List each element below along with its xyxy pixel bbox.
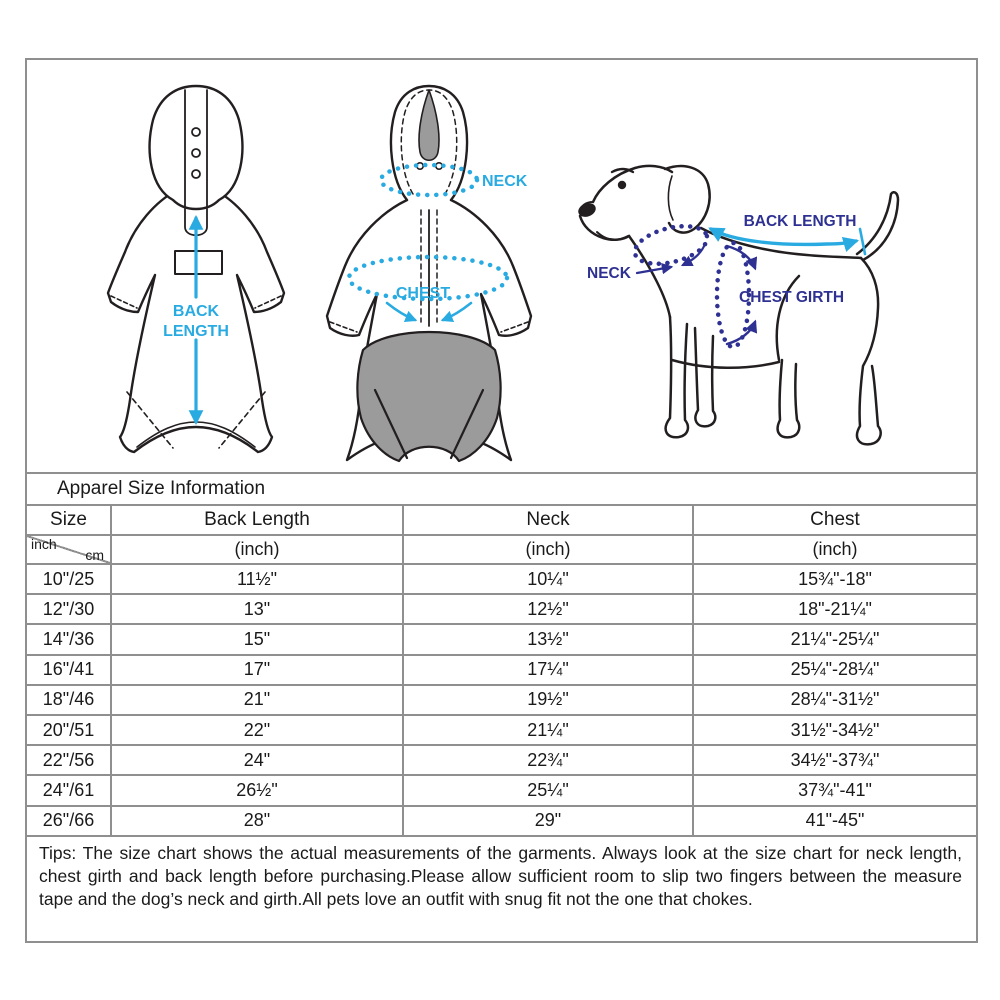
size-chart-frame (25, 58, 978, 943)
table-header-row (27, 504, 976, 534)
cell-size: 22"/56 (42, 749, 95, 770)
dog-figure (576, 166, 898, 444)
table-title-row (27, 474, 976, 504)
cell-back-length: 28" (110, 807, 402, 835)
cell-chest: 37¾"-41" (692, 776, 976, 804)
cell-back-length: 26½" (110, 776, 402, 804)
cell-chest: 15¾"-18" (692, 565, 976, 593)
col-header-size: Size (50, 509, 87, 530)
table-row (27, 805, 976, 835)
cell-size: 24"/61 (42, 779, 95, 800)
cell-size: 16"/41 (42, 659, 95, 680)
chest-arrow-right (443, 303, 471, 320)
cell-chest: 28¼"-31½" (692, 686, 976, 714)
col-header-back-length: Back Length (110, 506, 402, 534)
size-unit-cell (27, 536, 110, 563)
coat-back-hem-inner-line (137, 422, 255, 447)
cell-neck: 29" (402, 807, 692, 835)
unit-neck: (inch) (402, 536, 692, 563)
cell-neck: 19½" (402, 686, 692, 714)
cell-back-length: 22" (110, 716, 402, 744)
cell-size: 18"/46 (42, 689, 95, 710)
cell-back-length: 11½" (110, 565, 402, 593)
table-row (27, 684, 976, 714)
cell-size: 26"/66 (42, 810, 95, 831)
table-row (27, 744, 976, 774)
dog-neck-label: NECK (587, 265, 631, 282)
table-row (27, 714, 976, 744)
cell-neck: 10¼" (402, 565, 692, 593)
dog-chest-hook-bottom (727, 322, 755, 344)
cell-neck: 22¾" (402, 746, 692, 774)
dog-hind-leg-far (778, 360, 800, 437)
table-row (27, 563, 976, 593)
front-view-neck-label: NECK (482, 173, 528, 190)
cell-chest: 31½"-34½" (692, 716, 976, 744)
cell-chest: 34½"-37¾" (692, 746, 976, 774)
dog-ear-inner (668, 176, 673, 220)
cell-size: 14"/36 (42, 628, 95, 649)
cell-back-length: 21" (110, 686, 402, 714)
dog-belly (672, 360, 779, 368)
dog-neck-measure-ring (631, 220, 711, 271)
cell-neck: 17¼" (402, 656, 692, 684)
table-row (27, 654, 976, 684)
dog-front-leg-near (666, 317, 688, 437)
unit-back-length: (inch) (110, 536, 402, 563)
dog-eye (618, 181, 626, 189)
cell-back-length: 15" (110, 625, 402, 653)
cell-size: 10"/25 (42, 568, 95, 589)
cell-back-length: 17" (110, 656, 402, 684)
cell-size: 12"/30 (42, 598, 95, 619)
back-view-label-line1: BACK (172, 303, 220, 320)
front-view-chest-label: CHEST (395, 285, 451, 302)
cell-neck: 13½" (402, 625, 692, 653)
cell-neck: 21¼" (402, 716, 692, 744)
coat-front-view-figure (327, 86, 531, 461)
col-header-chest: Chest (692, 506, 976, 534)
unit-chest: (inch) (692, 536, 976, 563)
illustration-panel (27, 60, 976, 474)
cell-size: 20"/51 (42, 719, 95, 740)
measurement-illustrations (27, 60, 976, 472)
tips-text: Tips: The size chart shows the actual measurements of the garments. Always look at the size chart for neck length, chest girth and back length before purchasing.Please allow sufficient room to slip two fingers between the measure tape and the dog’s neck and girth.All pets love an outfit with snug fit not the one that chokes. (27, 835, 976, 947)
dog-neck-arrow (637, 267, 671, 273)
table-row (27, 774, 976, 804)
table-unit-row (27, 534, 976, 563)
size-unit-inch: inch (31, 536, 57, 552)
dog-hind-leg-near (857, 258, 881, 444)
dog-eyebrow (612, 169, 633, 172)
cell-back-length: 13" (110, 595, 402, 623)
cell-chest: 25¼"-28¼" (692, 656, 976, 684)
coat-back-hood (150, 86, 243, 209)
cell-back-length: 24" (110, 746, 402, 774)
cell-neck: 12½" (402, 595, 692, 623)
back-view-label-line2: LENGTH (163, 323, 229, 340)
chest-arrow-left (387, 303, 415, 320)
dog-front-leg-far (695, 328, 715, 426)
col-header-neck: Neck (402, 506, 692, 534)
table-row (27, 623, 976, 653)
dog-back-length-label: BACK LENGTH (743, 213, 857, 230)
cell-neck: 25¼" (402, 776, 692, 804)
table-row (27, 593, 976, 623)
cell-chest: 21¼"-25¼" (692, 625, 976, 653)
table-title: Apparel Size Information (57, 478, 266, 499)
coat-back-patch (175, 251, 222, 274)
coat-back-view-figure (108, 86, 284, 452)
dog-chest-girth-label: CHEST GIRTH (739, 289, 845, 306)
cell-chest: 18"-21¼" (692, 595, 976, 623)
cell-chest: 41"-45" (692, 807, 976, 835)
size-unit-cm: cm (85, 547, 104, 563)
